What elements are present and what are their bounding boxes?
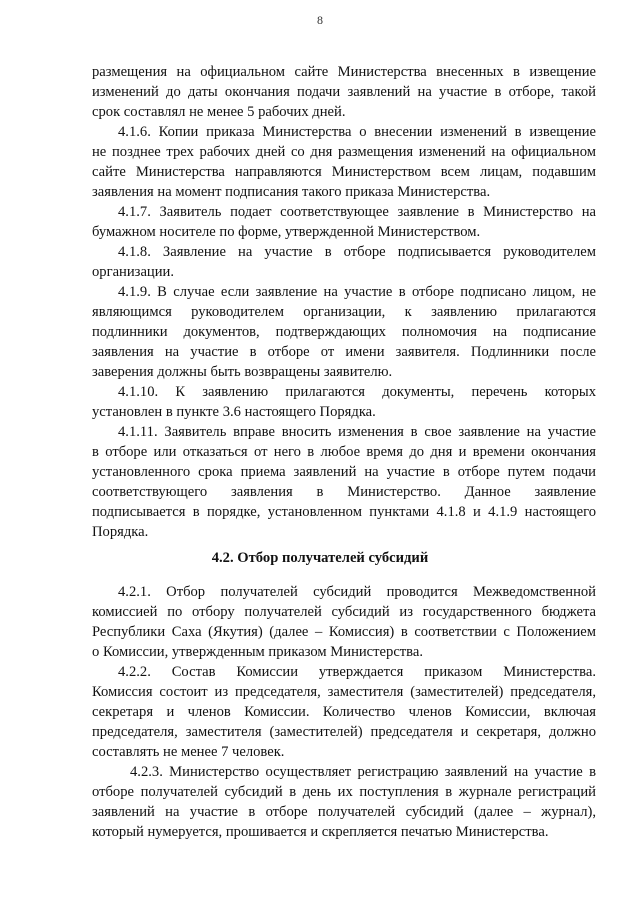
text-line: Порядка. (92, 524, 149, 540)
text-line: изменений до даты окончания подачи заявлений на участие в отборе, такой (92, 84, 596, 100)
text-line: Республики Саха (Якутия) (далее – Комиссия) в соответствии с Положением (92, 624, 596, 640)
paragraph-4-1-8-start: 4.1.8. Заявление на участие в отборе подписывается руководителем (118, 244, 596, 260)
section-heading: 4.2. Отбор получателей субсидий (211, 550, 429, 566)
text-line: Комиссия состоит из председателя, заместителя (заместителей) председателя, (92, 684, 596, 700)
text-line: который нумеруется, прошивается и скрепляется печатью Министерства. (92, 824, 549, 840)
paragraph-4-1-10-start: 4.1.10. К заявлению прилагаются документы, перечень которых (118, 384, 596, 400)
text-line: заявления на момент подписания такого приказа Министерства. (92, 184, 491, 200)
text-line: сайте Министерства направляются Министерством всем лицам, подавшим (92, 164, 596, 180)
page-number: 8 (317, 13, 323, 27)
text-line: секретаря и членов Комиссии. Количество членов Комиссии, включая (92, 704, 596, 720)
text-line: заявления на участие в отборе от имени заявителя. Подлинники после (92, 344, 596, 360)
text-line: установленного срока приема заявлений на участие в отборе путем подачи (92, 464, 596, 480)
text-line: в отборе или отказаться от него в любое время до дня и времени окончания (92, 444, 596, 460)
paragraph-4-1-9-start: 4.1.9. В случае если заявление на участие в отборе подписано лицом, не (118, 284, 596, 300)
text-line: установлен в пункте 3.6 настоящего Порядка. (92, 404, 376, 420)
text-line: не позднее трех рабочих дней со дня размещения изменений на официальном (92, 144, 596, 160)
paragraph-4-2-2-start: 4.2.2. Состав Комиссии утверждается приказом Министерства. (118, 664, 596, 680)
paragraph-4-2-3-start: 4.2.3. Министерство осуществляет регистрацию заявлений на участие в (130, 764, 596, 780)
paragraph-4-1-7-start: 4.1.7. Заявитель подает соответствующее заявление в Министерство на (118, 204, 596, 220)
text-line: подлинники документов, подтверждающих полномочия на подписание (92, 324, 596, 340)
text-line: являющимся руководителем организации, к заявлению прилагаются (92, 304, 596, 320)
text-line: подписывается в порядке, установленном пунктами 4.1.8 и 4.1.9 настоящего (92, 504, 596, 520)
text-line: размещения на официальном сайте Министерства внесенных в извещение (92, 64, 596, 80)
text-line: отборе получателей субсидий в день их поступления в журнале регистраций (92, 784, 596, 800)
text-line: комиссией по отбору получателей субсидий из государственного бюджета (92, 604, 596, 620)
text-line: соответствующего заявления в Министерство. Данное заявление (92, 484, 596, 500)
text-line: составлять не менее 7 человек. (92, 744, 285, 760)
paragraph-4-1-11-start: 4.1.11. Заявитель вправе вносить изменения в свое заявление на участие (118, 424, 596, 440)
text-line: бумажном носителе по форме, утвержденной Министерством. (92, 224, 481, 240)
text-line: о Комиссии, утвержденным приказом Министерства. (92, 644, 423, 660)
text-line: организации. (92, 264, 174, 280)
text-line: заявлений на участие в отборе получателей субсидий (далее – журнал), (92, 804, 596, 820)
paragraph-4-2-1-start: 4.2.1. Отбор получателей субсидий проводится Межведомственной (118, 584, 596, 600)
text-line: срок составлял не менее 5 рабочих дней. (92, 104, 346, 120)
text-line: заверения должны быть возвращены заявителю. (92, 364, 393, 380)
text-line: председателя, заместителя (заместителей) председателя и секретаря, должно (92, 724, 596, 740)
paragraph-4-1-6-start: 4.1.6. Копии приказа Министерства о внесении изменений в извещение (118, 124, 596, 140)
